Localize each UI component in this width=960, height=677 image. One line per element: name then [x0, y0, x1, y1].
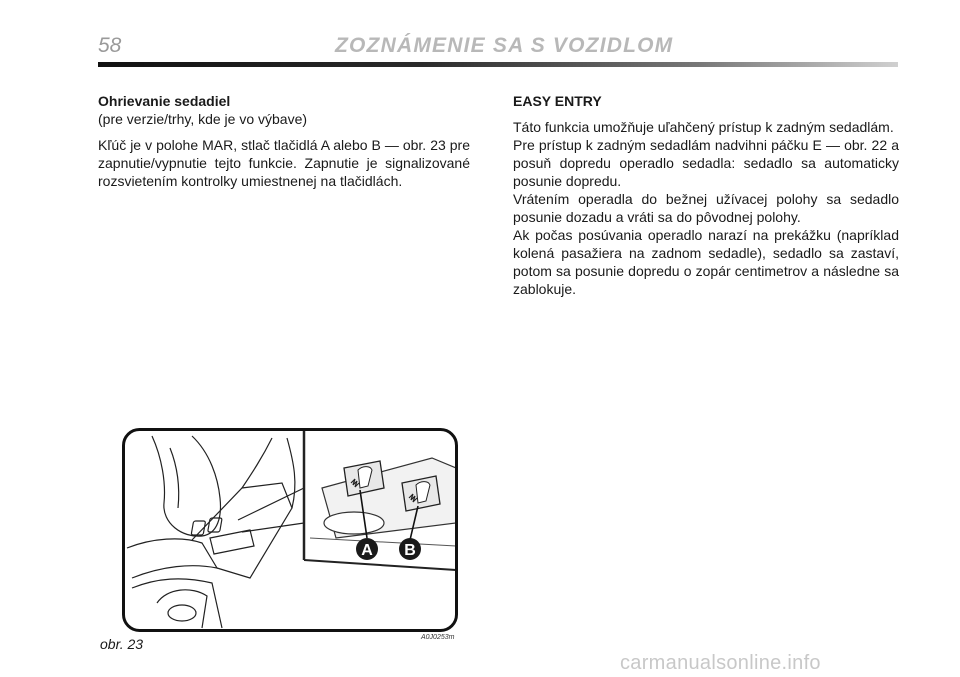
header-rule	[98, 62, 898, 67]
seat-heating-heading: Ohrievanie sedadiel	[98, 93, 231, 109]
figure-caption: obr. 23	[100, 636, 144, 652]
figure-code: A0J0253m	[421, 634, 455, 641]
easy-entry-heading: EASY ENTRY	[513, 93, 602, 109]
seat-heating-subheading: (pre verzie/trhy, kde je vo výbave)	[98, 111, 308, 127]
easy-entry-paragraph-4: Ak počas posúvania operadlo narazí na prekážku (napríklad kolená pasažiera na zadnom sedadle), sedadlo sa zastaví, potom sa posunie dopredu o zopár centimetrov a následne sa zablokuje.	[513, 227, 899, 297]
figure-seat-heater-buttons	[122, 428, 458, 632]
easy-entry-paragraph-1: Táto funkcia umožňuje uľahčený prístup k zadným sedadlám.	[513, 119, 894, 135]
easy-entry-paragraph-2: Pre prístup k zadným sedadlám nadvihni páčku E — obr. 22 a posuň dopredu operadlo sedadla: sedadlo sa automaticky posunie dopredu.	[513, 137, 899, 189]
right-column	[513, 92, 899, 298]
watermark: carmanualsonline.info	[620, 652, 821, 674]
left-column	[98, 92, 470, 190]
section-title: ZOZNÁMENIE SA S VOZIDLOM	[335, 34, 674, 57]
page-number: 58	[98, 34, 122, 57]
label-b: B	[404, 542, 416, 559]
label-a: A	[361, 542, 373, 559]
seat-heating-paragraph: Kľúč je v polohe MAR, stlač tlačidlá A alebo B — obr. 23 pre zapnutie/vypnutie tejto funkcie. Zapnutie je signalizované rozsvietením kontrolky umiestnenej na tlačidlách.	[98, 137, 470, 189]
seat-heater-button-icon	[402, 476, 440, 511]
easy-entry-paragraph-3: Vrátením operadla do bežnej užívacej polohy sa sedadlo posunie dozadu a vráti sa do pôvodnej polohy.	[513, 191, 899, 225]
